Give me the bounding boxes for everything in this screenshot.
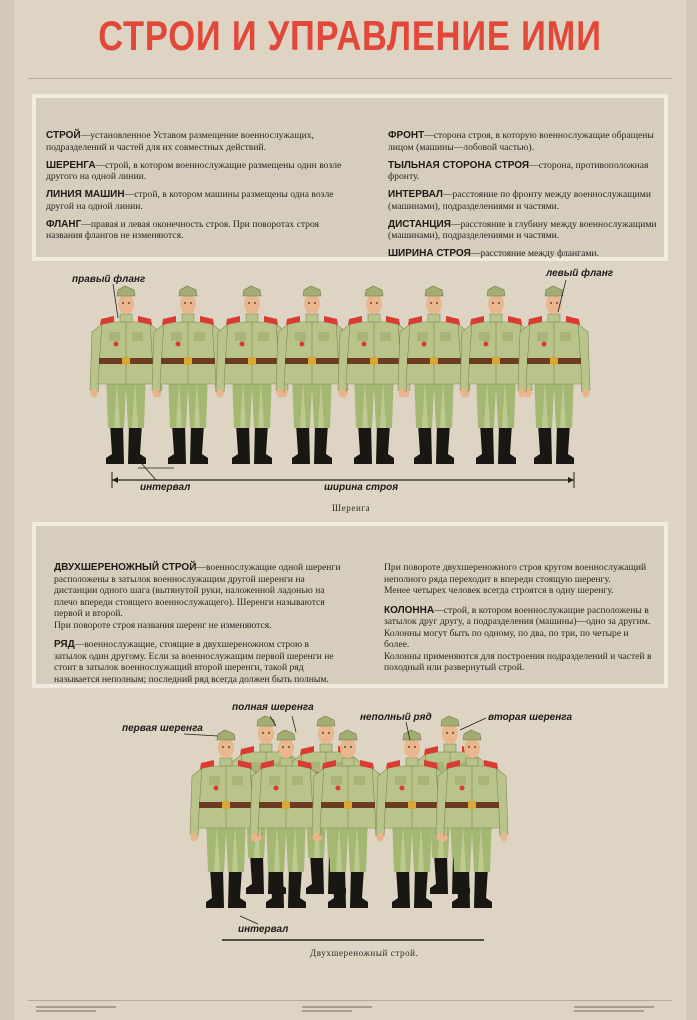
publisher-imprint [302, 1005, 392, 1012]
printer-imprint [36, 1005, 126, 1012]
definition-item: ИНТЕРВАЛ—расстояние по фронту между военнослужащими (машинами), подразделениями и частями. [388, 189, 651, 212]
full-rank-pointer-2 [292, 716, 296, 732]
turn-note: При повороте двухшереножного строя кругом военнослужащий неполного ряда переходит в впереди стоящую шеренгу. [384, 562, 647, 585]
first-rank-label: первая шеренга [122, 723, 203, 734]
middle-left-column [54, 562, 342, 685]
soldier-8 [518, 286, 590, 464]
right-flank-pointer [113, 284, 118, 318]
double-rank-figure [14, 700, 686, 960]
single-rank-figure [14, 280, 686, 510]
full-rank-label: полная шеренга [232, 702, 314, 713]
row-definition: РЯД—военнослужащие, стоящие в двухшереножном строю в затылок один другому. Если за военнослужащим первой шеренги не стоит в затылок военнослужащий второй шеренги, такой ряд называется неполным; последний ряд всегда должен быть полным. [54, 639, 334, 685]
definitions-left-column [46, 130, 346, 248]
definition-item: ТЫЛЬНАЯ СТОРОНА СТРОЯ—сторона, противоположная фронту. [388, 159, 649, 182]
soldier-1 [90, 286, 162, 464]
soldier-4 [276, 286, 348, 464]
interval-label-2: интервал [238, 924, 289, 935]
definition-item: ФЛАНГ—правая и левая оконечность строя. При поворотах строя названия флангов не изменяются. [46, 218, 320, 241]
soldier-6 [398, 286, 470, 464]
definition-item: ШЕРЕНГА—строй, в котором военнослужащие размещены один возле другого на одной линии. [46, 159, 342, 182]
width-arrowhead-left [112, 477, 118, 483]
double-rank-text-panel [32, 522, 668, 688]
interval-pointer [142, 464, 156, 480]
right-flank-label: правый фланг [72, 274, 146, 285]
single-rank-caption: Шеренга [332, 503, 371, 513]
definition-item: СТРОЙ—установленное Уставом размещение военнослужащих, подразделений и частей для их совместных действий. [46, 130, 314, 153]
middle-right-column [384, 562, 656, 674]
definitions-panel [32, 94, 668, 261]
title-divider [28, 78, 672, 79]
column-definition: КОЛОННА—строй, в котором военнослужащие расположены в затылок друг другу, а подразделения (машины)—одно за другим. [384, 604, 651, 627]
soldier-2 [152, 286, 224, 464]
double-rank-note: При повороте строя названия шеренг не изменяются. [54, 619, 272, 631]
double-rank-caption: Двухшереножный строй. [310, 948, 419, 958]
interval-label: интервал [140, 482, 191, 493]
definition-item: ЛИНИЯ МАШИН—строй, в котором машины размещены одна возле другой на одной линии. [46, 189, 334, 212]
poster-title: СТРОИ И УПРАВЛЕНИЕ ИМИ [98, 12, 602, 59]
second-rank-label: вторая шеренга [488, 712, 573, 723]
bottom-divider [28, 1000, 672, 1001]
formation-width-label: ширина строя [324, 482, 399, 493]
definition-item: ШИРИНА СТРОЯ—расстояние между флангами. [388, 248, 599, 259]
width-arrowhead-right [568, 477, 574, 483]
definitions-right-column [388, 130, 658, 266]
print-run-imprint [574, 1005, 664, 1012]
double-rank-definition: ДВУХШЕРЕНОЖНЫЙ СТРОЙ—военнослужащие одной шеренги расположены в затылок военнослужащим другой шеренги на дистанции одного шага (вытянутой руки, наложенной ладонью на плечо впереди стоящего военнослужащего). Шеренги называются первой и второй. [54, 562, 341, 619]
first-rank-pointer [184, 734, 218, 736]
poster [14, 0, 686, 1020]
column-kinds-note: Колонны могут быть по одному, по два, по три, по четыре и более. [384, 627, 629, 650]
second-rank-pointer [460, 718, 486, 730]
definition-item: ДИСТАНЦИЯ—расстояние в глубину между военнослужащими (машинами), подразделениями и частями. [388, 218, 657, 241]
interval-pointer-2 [240, 916, 258, 924]
left-flank-label: левый фланг [546, 268, 614, 279]
column-usage-note: Колонны применяются для построения подразделений и частей в походный или развернутый строй. [384, 650, 652, 673]
incomplete-row-label: неполный ряд [360, 712, 432, 723]
small-group-note: Менее четырех человек всегда строятся в одну шеренгу. [384, 585, 614, 596]
definition-item: ФРОНТ—сторона строя, в которую военнослужащие обращены лицом (машины—лобовой частью). [388, 130, 654, 153]
